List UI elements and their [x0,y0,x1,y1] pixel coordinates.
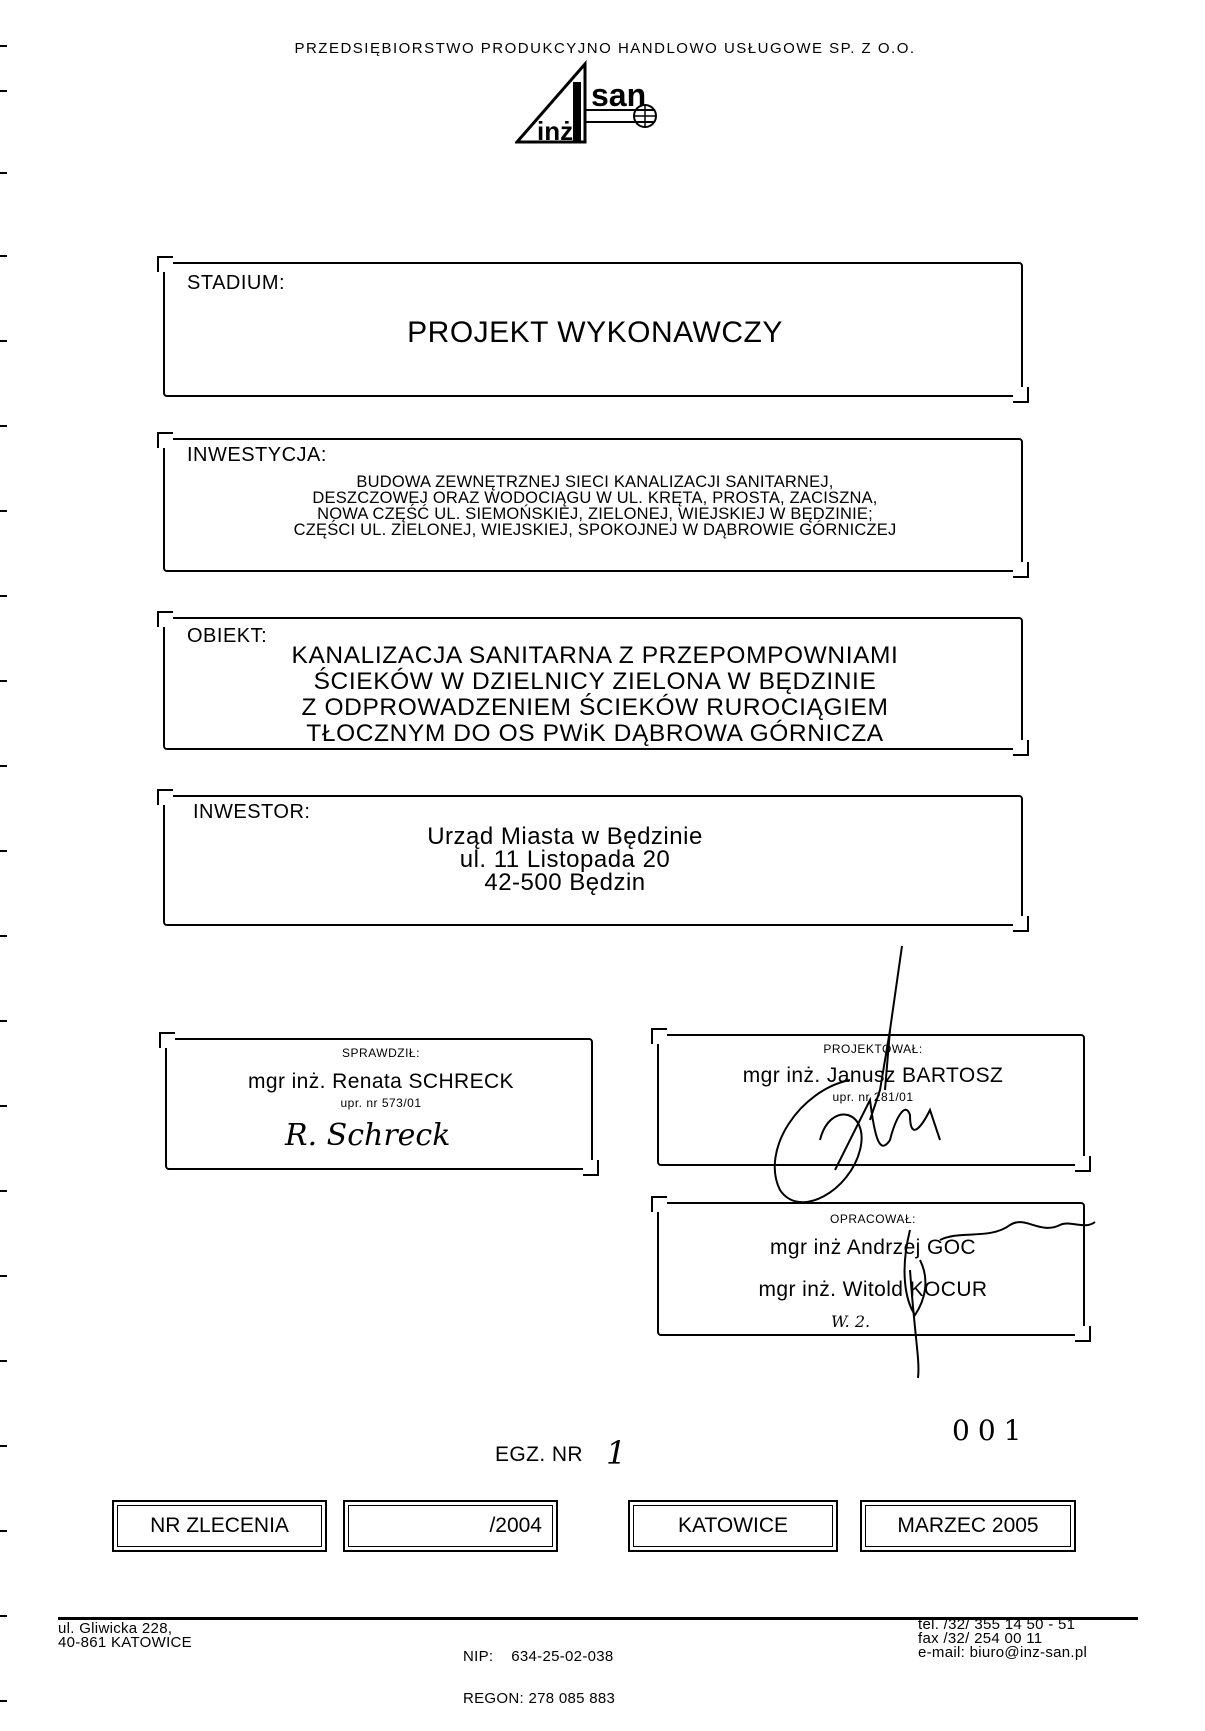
sprawdzil-label: SPRAWDZIŁ: [342,1046,420,1060]
inwestycja-text [165,474,1025,538]
date: MARZEC 2005 [897,1514,1039,1537]
footer-ids [463,1622,615,1720]
obiekt-label: OBIEKT: [187,625,268,647]
city-box [628,1500,838,1552]
obiekt-text [165,643,1025,747]
inwestor-line: 42-500 Będzin [484,869,646,896]
footer-email: e-mail: biuro@inz-san.pl [918,1644,1088,1661]
footer-contact [918,1618,1087,1660]
footer-regon: REGON: 278 085 883 [463,1690,616,1707]
sprawdzil-box [165,1038,593,1170]
opracowal-name-2: mgr inż. Witold KOCUR [758,1278,988,1301]
footer-address [58,1622,192,1650]
inwestycja-label: INWESTYCJA: [187,444,327,466]
copy-label: EGZ. NR [495,1443,583,1466]
opracowal-label: OPRACOWAŁ: [830,1212,916,1226]
order-value: /2004 [489,1514,542,1537]
company-name: PRZEDSIĘBIORSTWO PRODUKCYJNO HANDLOWO USŁUGOWE SP. Z O.O. [294,40,916,57]
footer-address-line: ul. Gliwicka 228, [58,1620,173,1637]
inwestycja-box [163,438,1023,572]
obiekt-line: Z ODPROWADZENIEM ŚCIEKÓW RUROCIĄGIEM [301,694,889,721]
logo-text-san: san [591,77,647,113]
city: KATOWICE [677,1514,789,1537]
projektowal-name: mgr inż. Janusz BARTOSZ [742,1064,1004,1087]
obiekt-box [163,617,1023,750]
footer-address-line: 40-861 KATOWICE [58,1634,192,1651]
copy-number: 1 [606,1434,627,1472]
inwestor-line: ul. 11 Listopada 20 [459,846,671,873]
stadium-label: STADIUM: [187,272,286,294]
inwestycja-line: DESZCZOWEJ ORAZ WODOCIĄGU W UL. KRĘTA, PROSTA, ZACISZNA, [312,489,878,507]
inwestor-label: INWESTOR: [193,801,311,823]
inwestycja-line: BUDOWA ZEWNĘTRZNEJ SIECI KANALIZACJI SANITARNEJ, [356,473,834,491]
inwestor-text [165,825,965,894]
inwestycja-line: NOWA CZĘŚĆ UL. SIEMOŃSKIEJ, ZIELONEJ, WIEJSKIEJ W BĘDZINIE; [317,505,873,523]
inwestor-line: Urząd Miasta w Będzinie [427,823,703,850]
order-label: NR ZLECENIA [150,1514,289,1537]
inwestycja-line: CZĘŚCI UL. ZIELONEJ, WIEJSKIEJ, SPOKOJNEJ W DĄBROWIE GÓRNICZEJ [293,521,897,539]
obiekt-line: ŚCIEKÓW W DZIELNICY ZIELONA W BĘDZINIE [313,668,877,695]
handwritten-signatures [740,940,1100,1380]
projektowal-label: PROJEKTOWAŁ: [823,1042,923,1056]
logo-text-inz: inż [537,116,574,146]
sprawdzil-permit: upr. nr 573/01 [340,1096,422,1110]
obiekt-line: KANALIZACJA SANITARNA Z PRZEPOMPOWNIAMI [291,642,899,669]
stadium-box [163,262,1023,397]
footer-tel: tel. /32/ 355 14 50 - 51 [918,1616,1076,1633]
company-logo [515,60,665,148]
opracowal-initials: W. 2. [831,1312,871,1331]
footer-nip: NIP: 634-25-02-038 [463,1648,614,1665]
date-box [860,1500,1076,1552]
copy-stamp: 001 [952,1414,1030,1447]
sprawdzil-name: mgr inż. Renata SCHRECK [248,1070,514,1093]
stadium-value: PROJEKT WYKONAWCZY [407,316,783,349]
projektowal-permit: upr. nr 281/01 [832,1090,914,1104]
order-value-box [343,1500,558,1552]
order-label-box [112,1500,327,1552]
inwestor-box [163,795,1023,926]
footer-fax: fax /32/ 254 00 11 [918,1630,1043,1647]
opracowal-name-1: mgr inż Andrzej GOC [770,1236,976,1259]
sprawdzil-signature: R. Schreck [285,1118,451,1153]
obiekt-line: TŁOCZNYM DO OS PWiK DĄBROWA GÓRNICZA [306,720,884,747]
